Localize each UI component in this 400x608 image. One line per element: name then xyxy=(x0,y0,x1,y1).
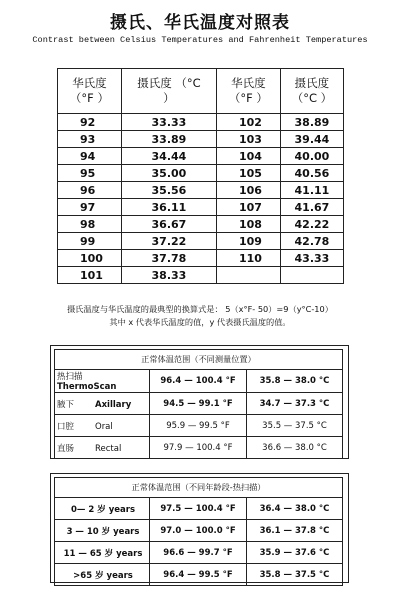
page-subtitle: Contrast between Celsius Temperatures and Fahrenheit Temperatures xyxy=(32,35,368,45)
conversion-header-row xyxy=(58,69,344,114)
table-row xyxy=(58,165,344,182)
page-title: 摄氏、华氏温度对照表 xyxy=(110,13,290,33)
formula-line-2: 其中 x 代表华氏温度的值，y 代表摄氏温度的值。 xyxy=(109,317,291,327)
fahrenheit-range-cell: 96.4 — 99.5 °F xyxy=(150,564,247,586)
table-row xyxy=(55,393,343,415)
age-group-cell: 11 — 65 岁 years xyxy=(55,542,150,564)
fahrenheit-cell: 97 xyxy=(58,199,122,216)
header-celsius-1: 摄氏度 （°C ） xyxy=(121,69,216,114)
age-group-cell: >65 岁 years xyxy=(55,564,150,586)
site-english-label: Oral xyxy=(95,421,113,432)
fahrenheit-cell: 100 xyxy=(58,250,122,267)
fahrenheit-range-cell: 97.0 — 100.0 °F xyxy=(150,520,247,542)
fahrenheit-cell: 105 xyxy=(216,165,280,182)
site-english-label: ThermoScan xyxy=(57,382,117,392)
range-by-position-panel xyxy=(50,345,349,459)
range-by-age-panel xyxy=(50,473,349,583)
table-row xyxy=(55,370,343,393)
fahrenheit-cell: 110 xyxy=(216,250,280,267)
conversion-table xyxy=(57,68,344,284)
range-by-age-table xyxy=(54,477,343,586)
celsius-cell: 38.89 xyxy=(280,114,343,131)
fahrenheit-cell: 108 xyxy=(216,216,280,233)
site-english-label: Axillary xyxy=(95,399,132,410)
range-by-age-caption: 正常体温范围（不同年龄段-热扫描） xyxy=(55,478,343,498)
fahrenheit-cell: 95 xyxy=(58,165,122,182)
table-row xyxy=(58,199,344,216)
celsius-cell: 37.22 xyxy=(121,233,216,250)
table-row xyxy=(58,267,344,284)
fahrenheit-cell: 109 xyxy=(216,233,280,250)
celsius-cell: 36.11 xyxy=(121,199,216,216)
fahrenheit-cell: 94 xyxy=(58,148,122,165)
header-celsius-2: 摄氏度 （°C ） xyxy=(280,69,343,114)
table-caption-row xyxy=(55,478,343,498)
celsius-cell: 39.44 xyxy=(280,131,343,148)
header-fahrenheit-1: 华氏度 （°F ） xyxy=(58,69,122,114)
fahrenheit-cell: 92 xyxy=(58,114,122,131)
fahrenheit-cell: 104 xyxy=(216,148,280,165)
celsius-cell: 34.44 xyxy=(121,148,216,165)
table-row xyxy=(58,114,344,131)
table-row xyxy=(58,216,344,233)
measurement-site-cell xyxy=(55,437,150,459)
fahrenheit-range-cell: 95.9 — 99.5 °F xyxy=(150,415,247,437)
fahrenheit-range-cell: 96.4 — 100.4 °F xyxy=(150,370,247,393)
celsius-range-cell: 36.6 — 38.0 °C xyxy=(247,437,343,459)
site-chinese-label: 热扫描 xyxy=(57,372,83,382)
table-row xyxy=(58,131,344,148)
table-row xyxy=(58,250,344,267)
fahrenheit-cell: 98 xyxy=(58,216,122,233)
table-row xyxy=(58,182,344,199)
site-english-label: Rectal xyxy=(95,443,122,454)
conversion-formula xyxy=(0,303,400,329)
measurement-site-cell xyxy=(55,415,150,437)
age-group-cell: 3 — 10 岁 years xyxy=(55,520,150,542)
table-row xyxy=(55,542,343,564)
table-row xyxy=(55,520,343,542)
celsius-cell: 35.00 xyxy=(121,165,216,182)
celsius-cell: 40.56 xyxy=(280,165,343,182)
celsius-range-cell: 35.8 — 38.0 °C xyxy=(247,370,343,393)
age-group-cell: 0— 2 岁 years xyxy=(55,498,150,520)
fahrenheit-cell xyxy=(216,267,280,284)
fahrenheit-cell: 101 xyxy=(58,267,122,284)
celsius-cell: 40.00 xyxy=(280,148,343,165)
fahrenheit-cell: 103 xyxy=(216,131,280,148)
celsius-cell: 33.89 xyxy=(121,131,216,148)
table-row xyxy=(55,437,343,459)
celsius-cell: 38.33 xyxy=(121,267,216,284)
celsius-cell: 37.78 xyxy=(121,250,216,267)
celsius-cell xyxy=(280,267,343,284)
table-row xyxy=(55,415,343,437)
fahrenheit-cell: 107 xyxy=(216,199,280,216)
range-by-position-caption: 正常体温范围（不同测量位置） xyxy=(55,350,343,370)
table-row xyxy=(58,233,344,250)
table-caption-row xyxy=(55,350,343,370)
fahrenheit-cell: 99 xyxy=(58,233,122,250)
celsius-cell: 41.11 xyxy=(280,182,343,199)
celsius-range-cell: 34.7 — 37.3 °C xyxy=(247,393,343,415)
fahrenheit-cell: 93 xyxy=(58,131,122,148)
table-row xyxy=(58,148,344,165)
fahrenheit-cell: 106 xyxy=(216,182,280,199)
celsius-cell: 42.78 xyxy=(280,233,343,250)
header-fahrenheit-2: 华氏度 （°F ） xyxy=(216,69,280,114)
celsius-range-cell: 35.8 — 37.5 °C xyxy=(247,564,343,586)
fahrenheit-range-cell: 96.6 — 99.7 °F xyxy=(150,542,247,564)
measurement-site-cell xyxy=(55,370,150,393)
celsius-range-cell: 36.4 — 38.0 °C xyxy=(247,498,343,520)
celsius-range-cell: 35.9 — 37.6 °C xyxy=(247,542,343,564)
fahrenheit-range-cell: 97.9 — 100.4 °F xyxy=(150,437,247,459)
celsius-cell: 42.22 xyxy=(280,216,343,233)
site-chinese-label: 口腔 xyxy=(57,421,75,432)
site-chinese-label: 腋下 xyxy=(57,399,75,410)
fahrenheit-range-cell: 97.5 — 100.4 °F xyxy=(150,498,247,520)
fahrenheit-range-cell: 94.5 — 99.1 °F xyxy=(150,393,247,415)
celsius-cell: 43.33 xyxy=(280,250,343,267)
site-chinese-label: 直肠 xyxy=(57,443,75,454)
celsius-cell: 36.67 xyxy=(121,216,216,233)
celsius-range-cell: 35.5 — 37.5 °C xyxy=(247,415,343,437)
celsius-range-cell: 36.1 — 37.8 °C xyxy=(247,520,343,542)
measurement-site-cell xyxy=(55,393,150,415)
table-row xyxy=(55,564,343,586)
range-by-position-table xyxy=(54,349,343,459)
celsius-cell: 41.67 xyxy=(280,199,343,216)
celsius-cell: 35.56 xyxy=(121,182,216,199)
formula-line-1: 摄氏温度与华氏温度的最典型的换算式是： 5（x°F- 50）=9（y°C-10） xyxy=(67,304,333,314)
fahrenheit-cell: 96 xyxy=(58,182,122,199)
fahrenheit-cell: 102 xyxy=(216,114,280,131)
table-row xyxy=(55,498,343,520)
celsius-cell: 33.33 xyxy=(121,114,216,131)
